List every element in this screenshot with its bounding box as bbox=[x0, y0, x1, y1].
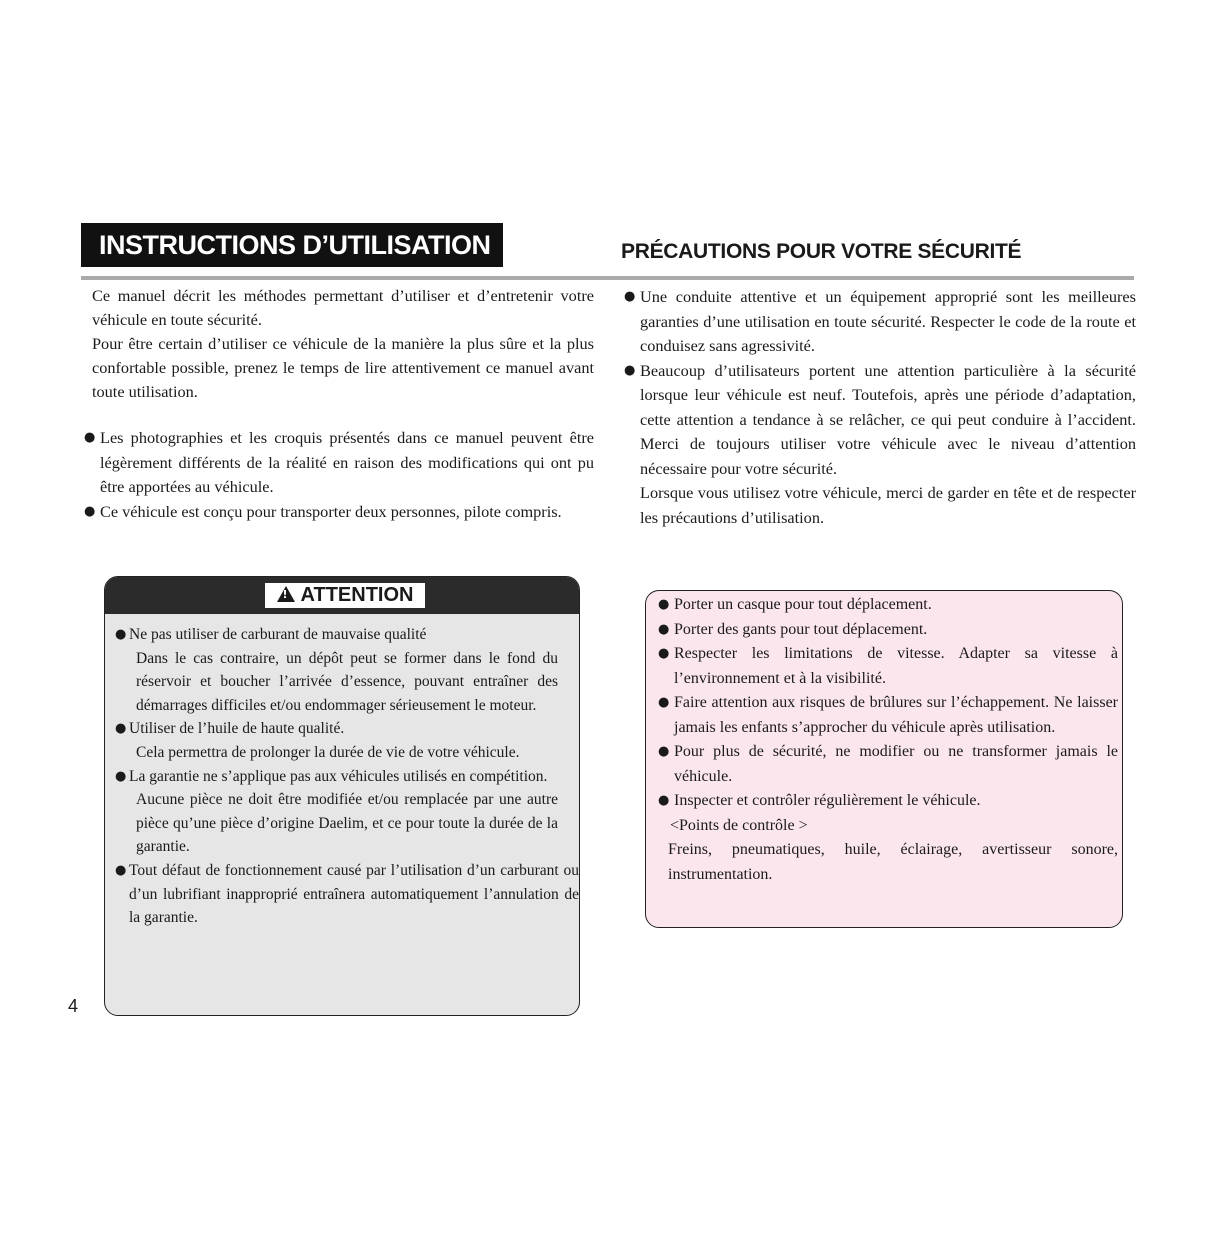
intro-paragraph: Ce manuel décrit les méthodes permettant d’utiliser et d’entretenir votre véhicule en toute sécurité. bbox=[92, 286, 594, 329]
list-item-text: Beaucoup d’utilisateurs portent une attention particulière à la sécurité lorsque leur véhicule est neuf. Toutefois, après une période d’adaptation, cette attention a tendance à se relâcher, ce qui peut conduire à l’accident. Merci de toujours utiliser votre véhicule avec le niveau d’attention nécessaire pour votre sécurité. bbox=[640, 360, 1136, 478]
list-item-text: Ne pas utiliser de carburant de mauvaise qualité bbox=[129, 626, 427, 643]
bullet-icon: ● bbox=[658, 695, 670, 710]
list-item bbox=[115, 859, 579, 930]
bullet-icon: ● bbox=[658, 793, 670, 808]
right-bullet-list bbox=[624, 285, 1136, 530]
list-item-text: Porter des gants pour tout déplacement. bbox=[674, 620, 928, 638]
checkpoints-text: Freins, pneumatiques, huile, éclairage, avertisseur sonore, instrumentation. bbox=[668, 841, 1118, 883]
list-item bbox=[115, 765, 579, 789]
list-item-text: Porter un casque pour tout déplacement. bbox=[674, 596, 932, 613]
bullet-icon: ● bbox=[115, 768, 127, 784]
list-item bbox=[658, 618, 1118, 643]
left-bullet-list bbox=[84, 426, 594, 524]
safety-list bbox=[658, 593, 1118, 887]
attention-label bbox=[265, 583, 425, 608]
list-item bbox=[658, 691, 1118, 740]
safety-box bbox=[645, 590, 1123, 928]
list-item-detail: Aucune pièce ne doit être modifiée et/ou remplacée par une autre pièce qu’une pièce d’origine Daelim, et ce pour toute la durée de la garantie. bbox=[136, 791, 558, 856]
closing-text: Lorsque vous utilisez votre véhicule, merci de garder en tête et de respecter les précautions d’utilisation. bbox=[640, 483, 1136, 527]
list-item bbox=[115, 623, 579, 647]
warning-icon bbox=[277, 586, 295, 602]
list-item-text: Inspecter et contrôler régulièrement le véhicule. bbox=[674, 792, 981, 809]
attention-label-text: ATTENTION bbox=[300, 584, 414, 606]
list-item bbox=[658, 740, 1118, 789]
list-item-text: Faire attention aux risques de brûlures sur l’échappement. Ne laisser jamais les enfants s’approcher du véhicule après utilisation. bbox=[674, 694, 1118, 736]
list-item-text: Ce véhicule est conçu pour transporter deux personnes, pilote compris. bbox=[100, 501, 562, 521]
list-item bbox=[658, 789, 1118, 814]
list-item bbox=[624, 359, 1136, 482]
list-item bbox=[115, 717, 579, 741]
list-item-detail: Dans le cas contraire, un dépôt peut se former dans le fond du réservoir et boucher l’arrivée d’essence, pouvant entraîner des démarrages difficiles et/ou endommager sérieusement le moteur. bbox=[136, 649, 558, 714]
bullet-icon: ● bbox=[115, 721, 127, 737]
list-item bbox=[84, 500, 594, 525]
page-number: 4 bbox=[68, 996, 79, 1016]
list-item bbox=[658, 642, 1118, 691]
list-item-text: Les photographies et les croquis présentés dans ce manuel peuvent être légèrement différents de la réalité en raison des modifications qui ont pu être apportées au véhicule. bbox=[100, 428, 594, 496]
attention-header bbox=[105, 577, 579, 614]
list-item bbox=[624, 285, 1136, 359]
list-item-detail: Cela permettra de prolonger la durée de vie de votre véhicule. bbox=[136, 743, 520, 761]
bullet-icon: ● bbox=[658, 597, 670, 612]
bullet-icon: ● bbox=[658, 646, 670, 661]
list-item bbox=[84, 426, 594, 500]
bullet-icon: ● bbox=[624, 289, 636, 304]
bullet-icon: ● bbox=[115, 862, 127, 878]
list-item-text: Utiliser de l’huile de haute qualité. bbox=[129, 720, 345, 738]
list-item-text: Une conduite attentive et un équipement approprié sont les meilleures garanties d’une utilisation en toute sécurité. Respecter le code de la route et conduisez sans agressivité. bbox=[640, 287, 1136, 355]
section-title-instructions: INSTRUCTIONS D’UTILISATION bbox=[81, 223, 503, 267]
bullet-icon: ● bbox=[624, 362, 636, 378]
bullet-icon: ● bbox=[658, 744, 670, 759]
list-item-text: Respecter les limitations de vitesse. Adapter sa vitesse à l’environnement et à la visibilité. bbox=[674, 645, 1118, 687]
list-item-text: La garantie ne s’applique pas aux véhicules utilisés en compétition. bbox=[129, 767, 548, 785]
intro-text bbox=[92, 284, 594, 404]
attention-list bbox=[115, 623, 579, 930]
checkpoints-heading: <Points de contrôle > bbox=[670, 816, 808, 834]
list-item bbox=[658, 593, 1118, 618]
attention-box bbox=[104, 576, 580, 1016]
list-item-text: Tout défaut de fonctionnement causé par l’utilisation d’un carburant ou d’un lubrifiant inapproprié entraînera automatiquement l’annulation de la garantie. bbox=[129, 861, 579, 927]
bullet-icon: ● bbox=[658, 621, 670, 637]
section-title-safety: PRÉCAUTIONS POUR VOTRE SÉCURITÉ bbox=[621, 240, 1022, 263]
bullet-icon: ● bbox=[115, 627, 127, 642]
list-item-text: Pour plus de sécurité, ne modifier ou ne transformer jamais le véhicule. bbox=[674, 743, 1118, 785]
intro-paragraph: Pour être certain d’utiliser ce véhicule de la manière la plus sûre et la plus confortable possible, prenez le temps de lire attentivement ce manuel avant toute utilisation. bbox=[92, 334, 594, 401]
bullet-icon: ● bbox=[84, 430, 96, 445]
divider-rule bbox=[81, 276, 1134, 280]
bullet-icon: ● bbox=[84, 503, 96, 519]
